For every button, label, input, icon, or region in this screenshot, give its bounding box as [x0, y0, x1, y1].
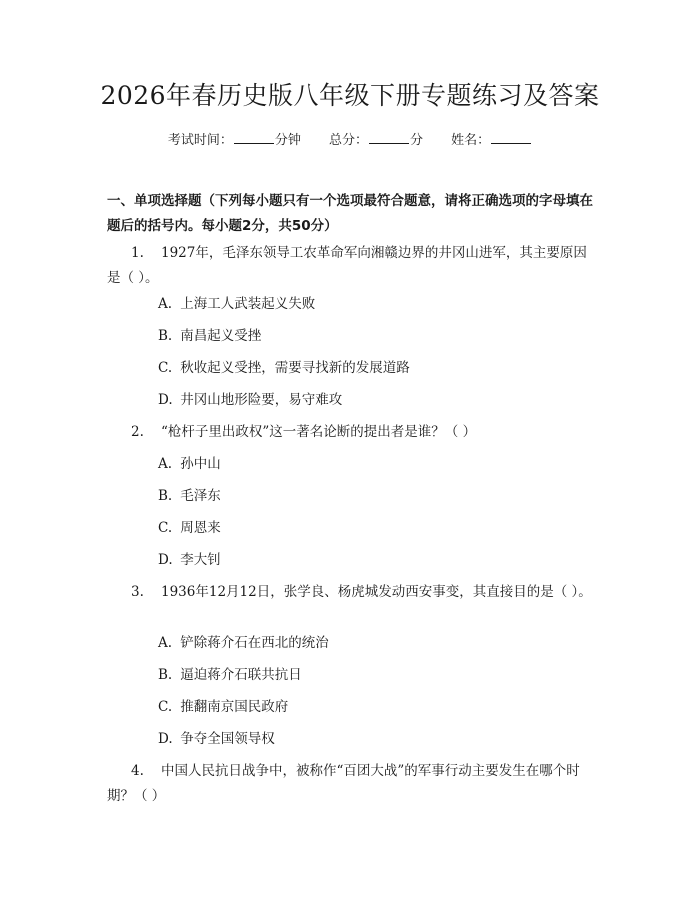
- option-3a: [158, 633, 329, 653]
- option-letter: B.: [158, 667, 173, 683]
- question-text: 1936年12月12日，张学良、杨虎城发动西安事变，其直接目的是（ ）。: [161, 584, 592, 600]
- question-number: 2.: [131, 424, 144, 440]
- option-text: 逼迫蒋介石联共抗日: [180, 667, 302, 683]
- time-label: 考试时间：: [167, 133, 233, 148]
- score-blank: [369, 131, 409, 144]
- option-text: 秋收起义受挫，需要寻找新的发展道路: [180, 360, 410, 376]
- document-title: 2026年春历史版八年级下册专题练习及答案: [100, 81, 600, 110]
- question-number: 3.: [131, 584, 144, 600]
- option-text: 争夺全国领导权: [180, 731, 275, 747]
- option-text: 毛泽东: [180, 488, 221, 504]
- option-letter: D.: [158, 552, 173, 568]
- section-heading: 一、单项选择题（下列每小题只有一个选项最符合题意，请将正确选项的字母填在题后的括号内。每小题2分，共50分）: [107, 193, 593, 234]
- question-number: 1.: [131, 245, 144, 261]
- option-3d: [158, 729, 275, 749]
- time-field: [168, 133, 301, 148]
- name-label: 姓名：: [451, 133, 491, 148]
- question-4: [107, 759, 597, 809]
- option-1d: [158, 390, 342, 410]
- time-blank: [234, 131, 274, 144]
- option-text: 孙中山: [180, 456, 221, 472]
- option-text: 井冈山地形险要，易守难攻: [180, 392, 343, 408]
- option-3b: [158, 665, 302, 685]
- name-field: [451, 133, 532, 148]
- option-2a: [158, 454, 221, 474]
- option-1b: [158, 326, 261, 346]
- question-text: 中国人民抗日战争中，被称作“百团大战”的军事行动主要发生在哪个时期？（ ）: [107, 763, 580, 804]
- option-letter: D.: [158, 392, 173, 408]
- option-2d: [158, 550, 221, 570]
- question-text: 1927年，毛泽东领导工农革命军向湘赣边界的井冈山进军，其主要原因是（ ）。: [107, 245, 587, 286]
- option-2c: [158, 518, 221, 538]
- option-2b: [158, 486, 221, 506]
- option-1c: [158, 358, 410, 378]
- question-number: 4.: [131, 763, 144, 779]
- option-3c: [158, 697, 288, 717]
- score-unit: 分: [410, 133, 424, 148]
- option-text: 推翻南京国民政府: [180, 699, 289, 715]
- question-1: [107, 241, 597, 291]
- option-text: 上海工人武装起义失败: [180, 296, 316, 312]
- option-letter: B.: [158, 488, 173, 504]
- time-unit: 分钟: [274, 133, 301, 148]
- exam-meta: [0, 131, 700, 151]
- option-letter: C.: [158, 360, 173, 376]
- option-text: 铲除蒋介石在西北的统治: [180, 635, 329, 651]
- option-text: 李大钊: [180, 552, 221, 568]
- option-letter: C.: [158, 520, 173, 536]
- name-blank: [491, 131, 531, 144]
- option-text: 南昌起义受挫: [180, 328, 262, 344]
- option-letter: A.: [158, 456, 173, 472]
- score-label: 总分：: [328, 133, 368, 148]
- option-letter: A.: [158, 296, 173, 312]
- question-2: [107, 420, 597, 445]
- option-letter: C.: [158, 699, 173, 715]
- option-letter: D.: [158, 731, 173, 747]
- option-letter: A.: [158, 635, 173, 651]
- score-field: [329, 133, 423, 148]
- question-3: [107, 580, 597, 605]
- option-text: 周恩来: [180, 520, 221, 536]
- question-text: “枪杆子里出政权”这一著名论断的提出者是谁？（ ）: [161, 424, 477, 440]
- option-letter: B.: [158, 328, 173, 344]
- option-1a: [158, 294, 315, 314]
